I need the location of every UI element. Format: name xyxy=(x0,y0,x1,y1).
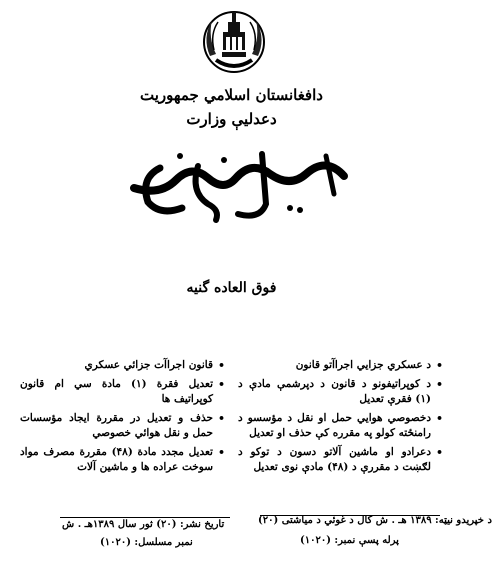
toc-item: • حذف و تعديل در مقررة ايجاد مؤسسات حمل و نقل هوائي خصوصي xyxy=(20,412,225,439)
toc-item: • د عسكري جزايي اجراآتو قانون xyxy=(295,359,443,372)
publication-date-dari: تاريخ نشر: (۲۰) ثور سال ۱۳۸۹هـ . ش xyxy=(62,519,225,530)
divider xyxy=(60,517,230,518)
country-name: دافغانستان اسلامي جمهوريت xyxy=(140,86,323,104)
publication-date-pashto: د خپريدو نيټه: ۱۳۸۹ هـ . ش كال د غوئي د مياشتى (۲۰) xyxy=(258,515,492,526)
masthead-calligraphy xyxy=(120,148,350,226)
edition-label: فوق العاده گنيه xyxy=(186,280,277,296)
toc-item: • تعديل فقرة (۱) مادة سي ام قانون كوپراتيف ها xyxy=(20,378,225,405)
toc-item: • دعرادو او ماشين آلاتو دسون د توكو د لګښت د مقررې د (۴۸) مادې نوى تعديل xyxy=(238,446,443,473)
toc-dari xyxy=(20,358,225,479)
toc-item: • قانون اجراآت جزائي عسكري xyxy=(84,359,225,372)
serial-number-pashto: پرله پسې نمبر: (۱۰۲۰) xyxy=(300,535,399,546)
toc-item: • د كوپراتيفونو د قانون د دپرشمې مادې د (۱) فقرې تعديل xyxy=(238,378,443,405)
toc-item: • دخصوصي هوايي حمل او نقل د مؤسسو د رامنځته كولو په مقرره كې حذف او تعديل xyxy=(238,412,443,439)
state-emblem-icon xyxy=(196,4,272,78)
ministry-name: دعدليې وزارت xyxy=(186,110,277,128)
toc-item: • تعديل مجدد مادة (۴۸) مقررة مصرف مواد سوخت عراده ها و ماشين آلات xyxy=(20,446,225,473)
toc-pashto xyxy=(238,358,443,479)
serial-number-dari: نمبر مسلسل: (۱۰۲۰) xyxy=(100,537,193,548)
